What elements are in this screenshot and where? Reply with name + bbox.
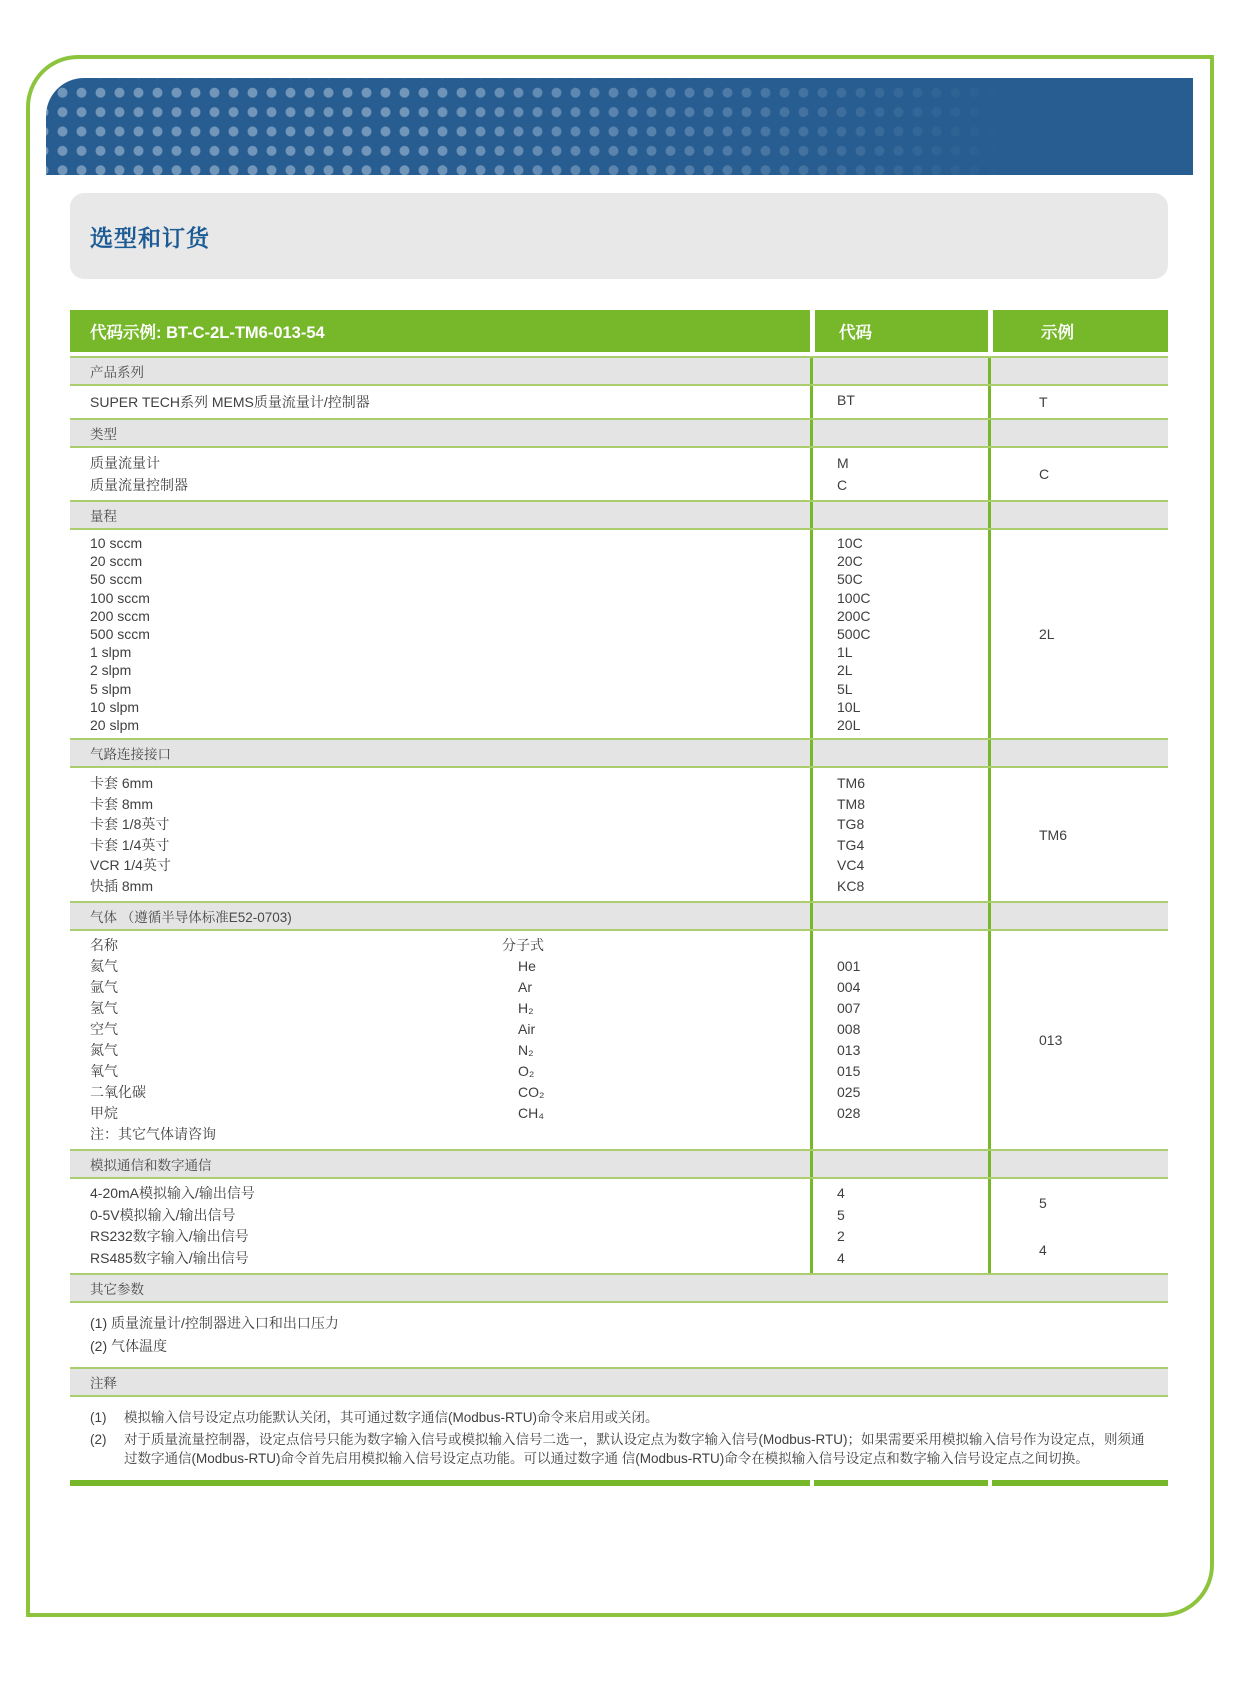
gas-name: 空气 [90, 1021, 118, 1038]
section-bar-other-parameters: 其它参数 [70, 1273, 1168, 1303]
gas-code: 025 [837, 1084, 861, 1101]
communication-example-analog: 5 [1039, 1194, 1047, 1211]
product-code: BT [810, 386, 988, 418]
gas-name: 氢气 [90, 1000, 118, 1017]
connection-name: 卡套 1/4英寸 [90, 836, 170, 853]
type-code: C [837, 477, 848, 493]
connection-example: TM6 [988, 768, 1168, 901]
connection-name: 卡套 6mm [90, 775, 153, 792]
spacer-line [837, 935, 988, 956]
spacer-line [837, 1124, 988, 1145]
gas-name-formula-list [70, 931, 810, 1149]
range-code: 10L [837, 698, 861, 715]
page-title: 选型和订货 [90, 224, 210, 251]
table-header-row [70, 310, 1168, 352]
section-bar-label: 量程 [70, 502, 810, 528]
communication-name: 0-5V模拟输入/输出信号 [90, 1206, 236, 1223]
gas-code: 028 [837, 1105, 861, 1122]
table-bottom-rule [70, 1480, 1168, 1486]
communication-code: 5 [837, 1206, 845, 1223]
gas-code: 008 [837, 1021, 861, 1038]
range-code: 200C [837, 607, 871, 624]
gas-code: 015 [837, 1063, 861, 1080]
note-number: (2) [90, 1432, 107, 1448]
connection-code: TM6 [837, 775, 865, 792]
section-bar-label: 类型 [70, 420, 810, 446]
example-column-header: 示例 [988, 310, 1168, 352]
other-parameter-line: (1) 质量流量计/控制器进入口和出口压力 [90, 1315, 339, 1332]
gas-code: 013 [837, 1042, 861, 1059]
range-name: 500 sccm [90, 625, 150, 642]
section-bar-label: 产品系列 [70, 358, 810, 384]
dots-pattern [46, 78, 1193, 175]
gas-row [90, 977, 810, 998]
communication-code: 2 [837, 1228, 845, 1245]
gas-name: 氮气 [90, 1042, 118, 1059]
type-rows [70, 448, 1168, 500]
communication-name: RS485数字输入/输出信号 [90, 1249, 249, 1266]
range-code: 1L [837, 644, 853, 661]
section-bar-cell [810, 502, 988, 528]
section-bar-cell [988, 502, 1168, 528]
section-bar-cell [810, 740, 988, 766]
connection-name: 卡套 8mm [90, 795, 153, 812]
gas-row [90, 1082, 810, 1103]
range-example: 2L [988, 530, 1168, 738]
range-name: 20 slpm [90, 716, 140, 733]
gas-note-row [90, 1124, 810, 1145]
product-series-row [70, 386, 1168, 418]
range-code: 10C [837, 535, 863, 551]
connection-name: 快插 8mm [90, 877, 153, 894]
bottom-rule-segment [70, 1480, 810, 1486]
communication-example-digital: 4 [1039, 1241, 1047, 1258]
page-title-box [70, 193, 1168, 279]
section-bar-communication [70, 1149, 1168, 1179]
section-bar-range [70, 500, 1168, 530]
gas-row [90, 1103, 810, 1124]
bottom-rule-segment [810, 1480, 988, 1486]
connection-code: KC8 [837, 877, 865, 894]
gas-row [90, 998, 810, 1019]
connection-code: VC4 [837, 857, 865, 874]
product-name: SUPER TECH系列 MEMS质量流量计/控制器 [90, 394, 370, 410]
communication-rows [70, 1179, 1168, 1273]
section-bar-cell [810, 1151, 988, 1177]
gas-formula: Ar [518, 979, 532, 996]
type-codes [810, 448, 988, 500]
gas-code: 007 [837, 1000, 861, 1017]
note-number: (1) [90, 1410, 107, 1426]
gas-formula: CH₄ [518, 1105, 544, 1122]
notes-body [70, 1397, 1168, 1480]
range-name: 20 sccm [90, 553, 143, 570]
range-name: 10 sccm [90, 535, 143, 551]
range-name: 1 slpm [90, 644, 132, 661]
spacer [502, 1124, 810, 1145]
communication-codes [810, 1179, 988, 1273]
communication-examples [988, 1179, 1168, 1273]
connection-rows [70, 768, 1168, 901]
range-name: 50 sccm [90, 571, 143, 588]
section-bar-notes: 注释 [70, 1367, 1168, 1397]
section-bar-cell [988, 420, 1168, 446]
type-name: 质量流量计 [90, 455, 160, 471]
note-text: 对于质量流量控制器，设定点信号只能为数字输入信号或模拟输入信号二选一，默认设定点为数字输入信号(Modbus-RTU)；如果需要采用模拟输入信号作为设定点，则须通过数字通信(Modbus-RTU)命令首先启用模拟输入信号设定点功能。可以通过数字通 信(Modbus-RTU)命令在模拟输入信号设定点和数字输入信号设定点之间切换。 [124, 1432, 1145, 1467]
gas-formula: O₂ [518, 1063, 535, 1080]
range-code: 2L [837, 662, 853, 679]
range-code: 20C [837, 553, 863, 570]
code-example-label: 代码示例: BT-C-2L-TM6-013-54 [70, 310, 810, 352]
code-column-header: 代码 [810, 310, 988, 352]
range-code: 500C [837, 625, 871, 642]
type-example: C [988, 448, 1168, 500]
gas-code: 001 [837, 958, 861, 975]
gas-name: 氦气 [90, 958, 118, 975]
section-bar-cell [810, 358, 988, 384]
note-text: 模拟输入信号设定点功能默认关闭，其可通过数字通信(Modbus-RTU)命令来启用或关闭。 [124, 1410, 659, 1426]
section-bar-cell [810, 420, 988, 446]
communication-name: RS232数字输入/输出信号 [90, 1228, 249, 1245]
type-code: M [837, 455, 849, 471]
gas-note: 注：其它气体请咨询 [90, 1126, 216, 1143]
gas-code: 004 [837, 979, 861, 996]
gas-name: 甲烷 [90, 1105, 118, 1122]
range-code: 5L [837, 680, 853, 697]
gas-name: 二氧化碳 [90, 1084, 146, 1101]
range-code: 100C [837, 589, 871, 606]
section-bar-gas [70, 901, 1168, 931]
gas-name: 氩气 [90, 979, 118, 996]
section-bar-cell [810, 903, 988, 929]
type-name: 质量流量控制器 [90, 477, 188, 493]
note-item [90, 1430, 1152, 1468]
gas-row [90, 1061, 810, 1082]
gas-formula: He [518, 958, 536, 975]
section-bar-type [70, 418, 1168, 448]
other-parameter-line: (2) 气体温度 [90, 1338, 167, 1355]
gas-name-header: 名称 [90, 937, 118, 954]
other-parameters-body [70, 1303, 1168, 1367]
section-bar-label: 模拟通信和数字通信 [70, 1151, 810, 1177]
range-code: 50C [837, 571, 863, 588]
communication-code: 4 [837, 1185, 845, 1202]
range-name: 100 sccm [90, 589, 150, 606]
range-codes [810, 530, 988, 738]
section-bar-label: 气路连接接口 [70, 740, 810, 766]
section-bar-product-series [70, 356, 1168, 386]
range-names [70, 530, 810, 738]
gas-example: 013 [988, 931, 1168, 1149]
section-bar-connection [70, 738, 1168, 768]
bottom-rule-segment [988, 1480, 1168, 1486]
range-rows [70, 530, 1168, 738]
section-bar-cell [988, 358, 1168, 384]
range-name: 5 slpm [90, 680, 132, 697]
range-name: 2 slpm [90, 662, 132, 679]
connection-code: TG8 [837, 816, 865, 833]
communication-names [70, 1179, 810, 1273]
connection-name: VCR 1/4英寸 [90, 857, 171, 874]
header-band [46, 78, 1193, 175]
gas-formula: N₂ [518, 1042, 534, 1059]
section-bar-label: 气体 （遵循半导体标准E52-0703) [70, 903, 810, 929]
section-bar-cell [988, 903, 1168, 929]
connection-codes [810, 768, 988, 901]
gas-formula-header: 分子式 [502, 937, 544, 954]
communication-code: 4 [837, 1249, 845, 1266]
connection-names [70, 768, 810, 901]
range-name: 200 sccm [90, 607, 150, 624]
connection-code: TG4 [837, 836, 865, 853]
gas-row [90, 956, 810, 977]
gas-formula: Air [518, 1021, 536, 1038]
gas-subheader [90, 935, 810, 956]
note-item [90, 1408, 1152, 1427]
product-example: T [988, 386, 1168, 418]
range-name: 10 slpm [90, 698, 140, 715]
gas-formula: CO₂ [518, 1084, 545, 1101]
range-code: 20L [837, 716, 861, 733]
gas-name: 氧气 [90, 1063, 118, 1080]
section-bar-cell [988, 1151, 1168, 1177]
section-bar-cell [988, 740, 1168, 766]
type-names [70, 448, 810, 500]
gas-row [90, 1040, 810, 1061]
gas-formula: H₂ [518, 1000, 534, 1017]
connection-code: TM8 [837, 795, 865, 812]
connection-name: 卡套 1/8英寸 [90, 816, 170, 833]
gas-row [90, 1019, 810, 1040]
gas-codes [810, 931, 988, 1149]
ordering-table [70, 310, 1168, 1486]
gas-rows [70, 931, 1168, 1149]
communication-name: 4-20mA模拟输入/输出信号 [90, 1185, 255, 1202]
